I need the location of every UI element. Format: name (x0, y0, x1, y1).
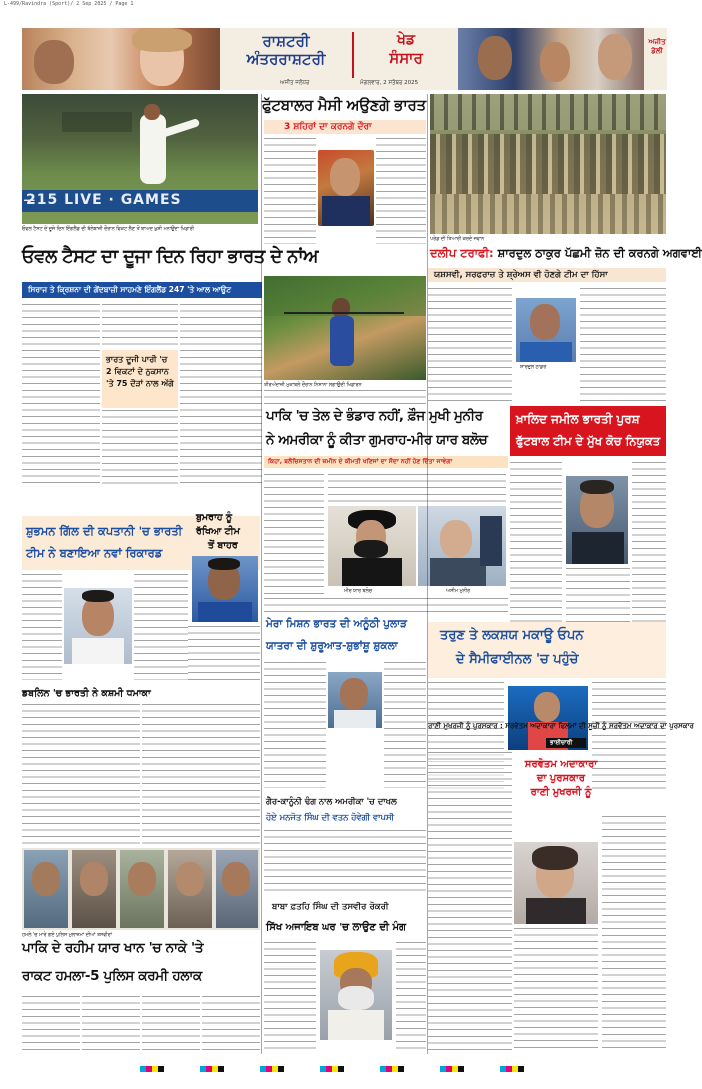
deport-body (264, 830, 426, 896)
masthead-divider (352, 32, 354, 78)
duleep-headline-red: ਦਲੀਪ ਟਰਾਫੀ: (430, 246, 494, 260)
messi-subhead-box (264, 120, 426, 134)
gill-subhead: ਡਬਲਿਨ 'ਚ ਭਾਰਤੀ ਨੇ ਕਸ਼ਮੀ ਧਮਾਕਾ (22, 688, 151, 699)
page-slug: L-499/Ravindra (Sport)/ 2 Sep 2025 / Page 1 (4, 1, 134, 7)
oval-photo: 2̶15 LIVE · GAMES (22, 94, 258, 224)
pak-oil-photo-left (328, 506, 416, 586)
baba-headline: ਬਾਬਾ ਫ਼ਤਹਿ ਸਿੰਘ ਦੀ ਤਸਵੀਰ ਰੋਕਰੀ (272, 902, 389, 912)
khalid-headline-line2: ਫੁੱਟਬਾਲ ਟੀਮ ਦੇ ਮੁੱਖ ਕੋਚ ਨਿਯੁਕਤ (516, 434, 661, 448)
pak-oil-headline-line1: ਪਾਕਿ 'ਚ ਤੇਲ ਦੇ ਭੰਡਾਰ ਨਹੀਂ, ਫ਼ੌਜ ਮੁਖੀ ਮੁਨੀਰ (266, 408, 483, 424)
duleep-body-left (428, 288, 512, 406)
shubhanshu-photo (328, 672, 382, 728)
khalid-body-foot (566, 568, 630, 628)
masthead-edition: ਅਜੀਤ ਜਲੰਧਰ (280, 80, 310, 86)
award-photo (514, 842, 598, 924)
baba-photo (320, 950, 392, 1040)
duleep-body-right (580, 288, 666, 406)
pak-oil-body-col1 (264, 474, 324, 598)
oval-body-col3 (180, 304, 262, 486)
award-headline: ਰਾਣੀ ਮੁਖਰਜੀ ਨੂੰ ਪੁਰਸਕਾਰ : ਸਰਵੋਤਮ ਅਦਾਕਾਰਾ ਫਿਲਮਾਂ ਦੀ ਸੂਚੀ ਨੂੰ ਸਰਵੋਤਮ ਅਦਾਕਾਰ ਦਾ ਪੁਰਸਕਾਰ (428, 722, 694, 730)
archery-photo-caption: ਤੀਰਅੰਦਾਜ਼ੀ ਮੁਕਾਬਲੇ ਦੌਰਾਨ ਨਿਸ਼ਾਨਾ ਲਗਾਉਂਦੀ ਖਿਡਾਰਨ (264, 383, 362, 388)
oval-body-col2 (102, 304, 178, 348)
lakshya-headline-line1: ਤਰੁਣ ਤੇ ਲਕਸ਼ਯ ਮਕਾਊ ਓਪਨ (440, 628, 584, 643)
duleep-photo-caption: ਸ਼ਾਰਦੁਲ ਠਾਕੁਰ (520, 365, 547, 370)
messi-body-left (264, 138, 316, 244)
pak-oil-subhead: ਕਿਹਾ, ਬਲੋਚਿਸਤਾਨ ਦੀ ਜ਼ਮੀਨ ਦੇ ਕੀਮਤੀ ਖਣਿਜਾਂ ਦਾ ਸੌਦਾ ਨਹੀਂ ਹੋਣ ਦਿੱਤਾ ਜਾਵੇਗਾ (268, 458, 453, 465)
award-box (516, 758, 606, 814)
police-headline-line1: ਪਾਕਿ ਦੇ ਰਹੀਮ ਯਾਰ ਖਾਨ 'ਚ ਨਾਕੇ 'ਤੇ (22, 940, 204, 956)
dublin-body-col1 (22, 704, 140, 844)
oval-summary: ਸਿਰਾਜ ਤੇ ਕ੍ਰਿਸ਼ਨਾ ਦੀ ਗੇਂਦਬਾਜ਼ੀ ਸਾਹਮਣੇ ਇੰਗਲੈਂਡ 247 'ਤੇ ਆਲ ਆਊਟ (28, 285, 232, 294)
masthead-brand-line2: ਡੇਲੀ (651, 47, 663, 55)
award-box-line2: ਦਾ ਪੁਰਸਕਾਰ (536, 773, 586, 784)
award-tag-label: ਭਾਈਚਾਰੀ (550, 739, 573, 746)
pak-oil-body-col2 (328, 474, 506, 502)
baba-body-left (264, 942, 316, 1050)
duleep-subhead: ਯਸ਼ਸਵੀ, ਸਰਫਰਾਜ਼ ਤੇ ਸ਼੍ਰੇਅਸ ਵੀ ਹੋਣਗੇ ਟੀਮ ਦਾ ਹਿੱਸਾ (434, 270, 608, 280)
bumrah-photo (192, 556, 258, 622)
deport-headline-line1: ਗੈਰ-ਕਾਨੂੰਨੀ ਢੰਗ ਨਾਲ ਅਮਰੀਕਾ 'ਚ ਦਾਖਲ (266, 796, 397, 806)
dublin-body-col2 (142, 704, 260, 844)
masthead-brand-line1: ਅਜੀਤ (648, 38, 666, 46)
lakshya-headline-box (428, 622, 666, 678)
parade-photo (430, 94, 666, 234)
masthead-title-right-line2: ਸੰਸਾਰ (389, 49, 423, 67)
oval-summary-box (22, 282, 262, 298)
baba-subhead: ਸਿੱਖ ਅਜਾਇਬ ਘਰ 'ਚ ਲਾਉਣ ਦੀ ਮੰਗ (266, 922, 407, 933)
oval-body-col1 (22, 304, 100, 486)
khalid-body-left (510, 462, 562, 628)
police-photo-strip (22, 848, 260, 930)
shubhanshu-body-right (384, 662, 426, 788)
oval-headline: ਓਵਲ ਟੈਸਟ ਦਾ ਦੂਜਾ ਦਿਨ ਰਿਹਾ ਭਾਰਤ ਦੇ ਨਾਂਅ (22, 246, 318, 267)
bumrah-headline-line2: ਰੱਖਿਆ ਟੀਮ (196, 526, 240, 537)
award-body-col2 (514, 928, 598, 1050)
award-box-line3: ਰਾਣੀ ਮੁਖਰਜੀ ਨੂੰ (530, 787, 592, 798)
masthead-photo-left (22, 28, 220, 90)
police-body-col1 (22, 996, 80, 1052)
gill-headline-line2: ਟੀਮ ਨੇ ਬਣਾਇਆ ਨਵਾਂ ਰਿਕਾਰਡ (26, 546, 163, 560)
baba-body-right (396, 942, 426, 1050)
bumrah-body (188, 626, 260, 680)
police-body-col2 (82, 996, 140, 1052)
award-body-col1 (428, 752, 512, 1050)
award-tag (546, 738, 586, 748)
masthead-title-right-line1: ਖੇਡ (397, 32, 415, 48)
messi-body-right (376, 138, 426, 244)
messi-photo (318, 150, 374, 226)
masthead-title-right (356, 32, 456, 80)
shubhanshu-body-left (264, 662, 326, 788)
pak-oil-caption-right: ਅਸੀਮ ਮੁਨੀਰ (446, 589, 471, 594)
masthead-photo-right (458, 28, 644, 90)
oval-pullquote-box (102, 350, 178, 408)
award-box-line1: ਸਰਵੋਤਮ ਅਦਾਕਾਰਾ (524, 759, 598, 770)
pak-oil-photo-right (418, 506, 506, 586)
masthead-brand (646, 38, 668, 56)
gill-body-col1 (22, 574, 62, 680)
column-rule (427, 94, 428, 1054)
duleep-subhead-box (428, 268, 666, 282)
shubhanshu-headline-line2: ਯਾਤਰਾ ਦੀ ਸ਼ੁਰੂਆਤ-ਸ਼ੁਭਾਂਸ਼ੂ ਸ਼ੁਕਲਾ (266, 640, 398, 652)
police-body-col3 (142, 996, 200, 1052)
khalid-photo (566, 476, 628, 564)
gill-body-col2 (134, 574, 188, 680)
deport-headline-line2: ਹੋਏ ਮਨਜੋਤ ਸਿੰਘ ਦੀ ਵਤਨ ਹੋਵੇਗੀ ਵਾਪਸੀ (266, 812, 395, 822)
pak-oil-caption-left: ਮੀਰ ਯਾਰ ਬਲੋਚ (344, 589, 372, 594)
police-body-col4 (202, 996, 260, 1052)
pak-oil-body-foot (264, 598, 508, 612)
masthead-title-left (222, 32, 350, 80)
oval-pullquote: ਭਾਰਤ ਦੂਜੀ ਪਾਰੀ 'ਚ 2 ਵਿਕਟਾਂ ਦੇ ਨੁਕਸਾਨ 'ਤੇ 75 ਦੌੜਾਂ ਨਾਲ ਅੱਗੇ (106, 355, 174, 388)
archery-body (264, 390, 426, 404)
oval-photo-caption: ਓਵਲ ਟੈਸਟ ਦੇ ਦੂਜੇ ਦਿਨ ਇੰਗਲੈਂਡ ਦੀ ਬੱਲੇਬਾਜ਼ੀ ਦੌਰਾਨ ਵਿਕਟ ਲੈਣ ਤੋਂ ਬਾਅਦ ਖ਼ੁਸ਼ੀ ਮਨਾਉਂਦਾ ਖਿਡਾਰੀ (22, 227, 195, 232)
gill-photo (64, 588, 132, 664)
messi-headline: ਫੁੱਟਬਾਲਰ ਮੈਸੀ ਅਉਣਗੇ ਭਾਰਤ (262, 96, 426, 114)
masthead (22, 28, 667, 90)
duleep-headline (430, 246, 702, 261)
shubhanshu-headline-line1: ਮੇਰਾ ਮਿਸ਼ਨ ਭਾਰਤ ਦੀ ਅਨੂੰਠੀ ਪੁਲਾੜ (266, 618, 407, 630)
archery-photo (264, 276, 426, 380)
bumrah-headline-line3: ਤੋਂ ਬਾਹਰ (208, 540, 238, 551)
police-photo-caption: ਹਮਲੇ 'ਚ ਮਾਰੇ ਗਏ ਪੁਲਿਸ ਮੁਲਾਜ਼ਮਾਂ ਦੀਆਂ ਤਸਵੀਰਾਂ (22, 933, 112, 938)
khalid-headline-box (510, 406, 666, 456)
oval-body-col2b (102, 410, 178, 486)
bumrah-headline-line1: ਬੁਮਰਾਹ ਨੂੰ (196, 512, 233, 523)
registration-marks (140, 1066, 540, 1072)
pak-oil-headline-line2: ਨੇ ਅਮਰੀਕਾ ਨੂੰ ਕੀਤਾ ਗੁਮਰਾਹ-ਮੀਰ ਯਾਰ ਬਲੋਚ (266, 432, 488, 448)
masthead-title-left-line2: ਅੰਤਰਰਾਸ਼ਟਰੀ (246, 50, 326, 68)
messi-subhead: 3 ਸ਼ਹਿਰਾਂ ਦਾ ਕਰਨਗੇ ਦੌਰਾ (284, 122, 372, 132)
column-rule (261, 94, 262, 1054)
khalid-body-right (632, 462, 666, 628)
khalid-headline-line1: ਖ਼ਾਲਿਦ ਜਮੀਲ ਭਾਰਤੀ ਪੁਰਸ਼ (516, 412, 640, 426)
award-body-col3 (602, 816, 666, 1050)
duleep-headline-rest: ਸ਼ਾਰਦੁਲ ਠਾਕੁਰ ਪੱਛਮੀ ਜ਼ੋਨ ਦੀ ਕਰਨਗੇ ਅਗਵਾਈ (497, 246, 702, 260)
parade-photo-caption: ਪਰੇਡ ਦੀ ਤਿਆਰੀ ਕਰਦੇ ਜਵਾਨ (430, 237, 485, 242)
duleep-photo (516, 298, 576, 362)
masthead-title-left-line1: ਰਾਸ਼ਟਰੀ (262, 32, 310, 50)
masthead-date: ਮੰਗਲਵਾਰ, 2 ਸਤੰਬਰ 2025 (360, 80, 419, 86)
pak-oil-subhead-box (264, 456, 508, 468)
gill-headline-line1: ਸ਼ੁਭਮਨ ਗਿੱਲ ਦੀ ਕਪਤਾਨੀ 'ਚ ਭਾਰਤੀ (26, 524, 183, 538)
lakshya-headline-line2: ਦੇ ਸੈਮੀਫਾਈਨਲ 'ਚ ਪਹੁੰਚੇ (456, 652, 579, 667)
police-headline-line2: ਰਾਕਟ ਹਮਲਾ-5 ਪੁਲਿਸ ਕਰਮੀ ਹਲਾਕ (22, 968, 202, 984)
